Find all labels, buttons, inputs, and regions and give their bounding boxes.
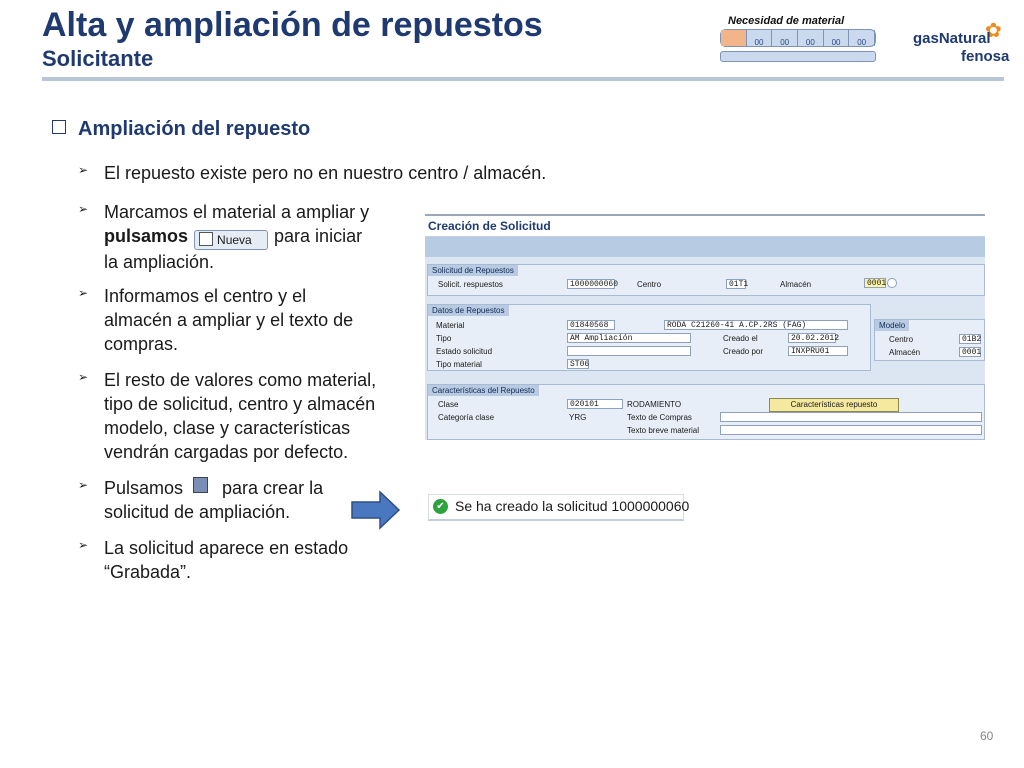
arrow-bullet-icon: ➢: [78, 370, 89, 384]
group-title: Características del Repuesto: [428, 385, 539, 396]
caracteristicas-repuesto-button[interactable]: Características repuesto: [769, 398, 899, 412]
tipo-material-field[interactable]: ST06: [567, 359, 589, 369]
bullet-text: compras.: [104, 334, 179, 354]
bullet-text: El resto de valores como material,: [104, 370, 377, 390]
group-datos: [427, 304, 871, 371]
field-label: Texto breve material: [627, 426, 700, 435]
field-label: Centro: [889, 335, 914, 344]
process-step: 00: [798, 30, 824, 46]
creado-el-field: 20.02.2012: [788, 333, 836, 343]
group-title: Modelo: [875, 320, 909, 331]
arrow-bullet-icon: ➢: [78, 163, 89, 177]
bullet-text: para iniciar: [274, 226, 363, 246]
section-heading: [52, 118, 310, 141]
field-label: Texto de Compras: [627, 413, 692, 422]
nueva-button-label: Nueva: [217, 233, 252, 247]
process-step-active: [721, 30, 747, 46]
bullet-text: almacén a ampliar y el texto de: [104, 310, 354, 330]
field-label: Centro: [637, 280, 662, 289]
process-step: 00: [772, 30, 798, 46]
right-arrow-icon: [352, 490, 400, 530]
creado-por-field: INXPRU01: [788, 346, 848, 356]
field-label: Almacén: [780, 280, 812, 289]
sap-screen-title: Creación de Solicitud: [425, 216, 985, 237]
almacen-field[interactable]: 0001: [864, 278, 886, 288]
group-solicitud: [427, 264, 985, 296]
clase-field[interactable]: 020101: [567, 399, 623, 409]
arrow-bullet-icon: ➢: [78, 202, 89, 216]
field-label: Categoría clase: [438, 413, 495, 422]
modelo-almacen-field[interactable]: 0001: [959, 347, 981, 357]
success-check-icon: ✔: [433, 499, 448, 514]
company-logo: [913, 18, 1008, 68]
bullet-text: solicitud de ampliación.: [104, 502, 291, 522]
sap-creation-screen: [425, 214, 985, 440]
group-title: Datos de Repuestos: [428, 305, 509, 316]
field-label: Tipo material: [436, 360, 482, 369]
bullet-text: para crear la: [222, 478, 324, 498]
group-caracteristicas: [427, 384, 985, 440]
material-description: RODA C21260-41 A.CP.2RS (FAG): [664, 320, 848, 330]
texto-compras-field[interactable]: [720, 412, 982, 422]
bullet-text: Pulsamos: [104, 478, 184, 498]
arrow-bullet-icon: ➢: [78, 538, 89, 552]
bullet-text: tipo de solicitud, centro y almacén: [104, 394, 376, 414]
bullet-text: modelo, clase y características: [104, 418, 351, 438]
new-document-icon: [199, 232, 213, 246]
tipo-select[interactable]: AM Ampliación: [567, 333, 691, 343]
field-label: Creado por: [723, 347, 764, 356]
search-help-icon[interactable]: [887, 278, 897, 288]
modelo-centro-field[interactable]: 01B2: [959, 334, 981, 344]
process-subbar: [720, 51, 876, 62]
bullet-text: vendrán cargadas por defecto.: [104, 442, 349, 462]
process-step: 00: [849, 30, 875, 46]
arrow-bullet-icon: ➢: [78, 478, 89, 492]
bullet-text-bold: pulsamos: [104, 226, 189, 246]
process-step: 00: [747, 30, 773, 46]
status-message: Se ha creado la solicitud 1000000060: [455, 498, 690, 514]
field-label: Almacén: [889, 348, 921, 357]
clase-description: RODAMIENTO: [627, 400, 682, 409]
logo-text-line1: gasNatural: [913, 30, 991, 47]
page-title: Alta y ampliación de repuestos: [42, 6, 543, 44]
field-label: Clase: [438, 400, 459, 409]
field-label: Solicit. respuestos: [438, 280, 503, 289]
nueva-button[interactable]: [194, 230, 268, 250]
butterfly-icon: ✿: [985, 20, 1002, 42]
section-heading-text: Ampliación del repuesto: [78, 118, 311, 140]
logo-text-line2: fenosa: [961, 48, 1010, 65]
material-field[interactable]: 01840568: [567, 320, 615, 330]
categoria-clase-value: YRG: [569, 413, 587, 422]
field-label: Estado solicitud: [436, 347, 493, 356]
page-number: 60: [980, 729, 994, 743]
arrow-bullet-icon: ➢: [78, 286, 89, 300]
bullet-text: La solicitud aparece en estado: [104, 538, 349, 558]
field-label: Material: [436, 321, 465, 330]
process-indicator: [720, 29, 876, 47]
estado-select[interactable]: [567, 346, 691, 356]
solicitud-number-field[interactable]: 1000000060: [567, 279, 615, 289]
centro-field[interactable]: 01T1: [726, 279, 746, 289]
group-modelo: [874, 319, 985, 361]
bullet-text: la ampliación.: [104, 252, 215, 272]
sap-toolbar-band: [425, 237, 985, 257]
bullet-text: Marcamos el material a ampliar y: [104, 202, 370, 222]
texto-breve-field[interactable]: [720, 425, 982, 435]
header-divider: [42, 77, 1004, 81]
bullet-text: El repuesto existe pero no en nuestro centro / almacén.: [104, 163, 547, 183]
page-subtitle: Solicitante: [42, 46, 154, 71]
bullet-text: “Grabada”.: [104, 562, 192, 582]
field-label: Creado el: [723, 334, 758, 343]
bullet-text: Informamos el centro y el: [104, 286, 307, 306]
status-bar: [428, 494, 690, 521]
process-label: Necesidad de material: [728, 15, 845, 27]
process-step: 00: [824, 30, 850, 46]
group-title: Solicitud de Repuestos: [428, 265, 518, 276]
field-label: Tipo: [436, 334, 452, 343]
checkbox-bullet-icon: [52, 120, 66, 134]
save-icon[interactable]: [193, 477, 208, 493]
